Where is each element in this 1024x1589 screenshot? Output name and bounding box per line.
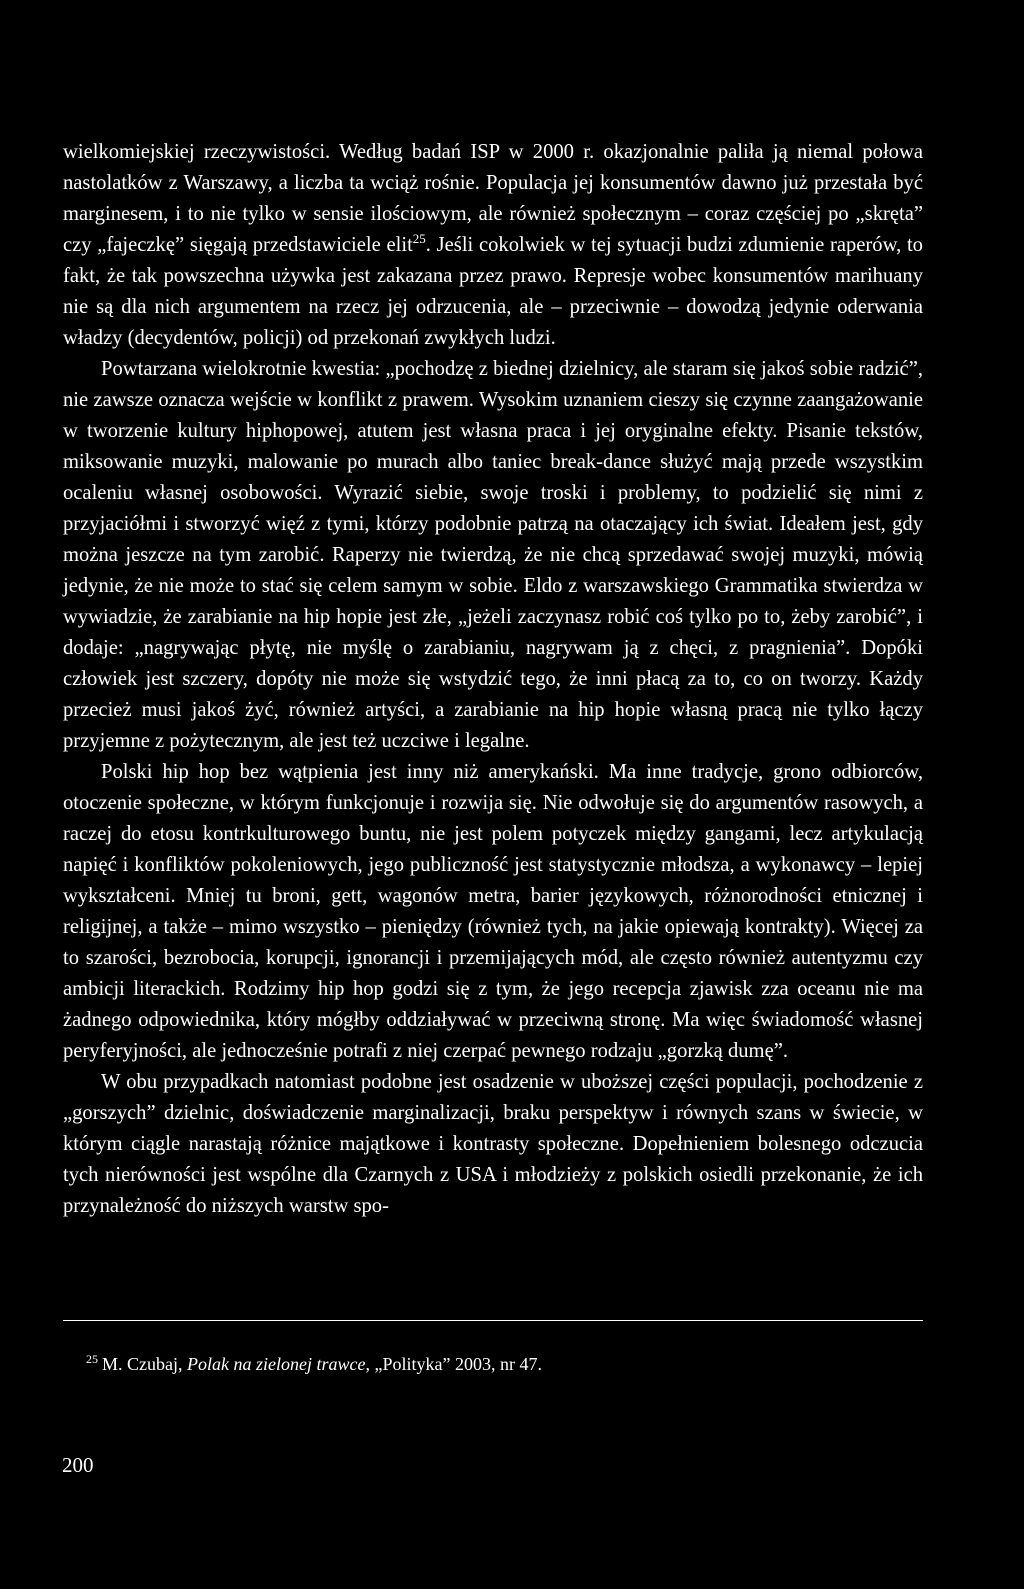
paragraph-1 xyxy=(63,137,923,354)
footnote-title: Polak na zielonej trawce xyxy=(187,1354,366,1374)
paragraph-2: Powtarzana wielokrotnie kwestia: „pochodzę z biednej dzielnicy, ale staram się jakoś sobie radzić”, nie zawsze oznacza wejście w konflikt z prawem. Wysokim uznaniem cieszy się czynne zaangażowanie w tworzenie kultury hiphopowej, atutem jest własna praca i jej oryginalne efekty. Pisanie tekstów, miksowanie muzyki, malowanie po murach albo taniec break-dance służyć mają przede wszystkim ocaleniu własnej osobowości. Wyrazić siebie, swoje troski i problemy, to podzielić się nimi z przyjaciółmi i stworzyć więź z tymi, którzy podobnie patrzą na otaczający ich świat. Ideałem jest, gdy można jeszcze na tym zarobić. Raperzy nie twierdzą, że nie chcą sprzedawać swojej muzyki, mówią jedynie, że nie może to stać się celem samym w sobie. Eldo z warszawskiego Grammatika stwierdza w wywiadzie, że zarabianie na hip hopie jest złe, „jeżeli zaczynasz robić coś tylko po to, żeby zarobić”, i dodaje: „nagrywając płytę, nie myślę o zarabianiu, nagrywam ją z chęci, z pragnienia”. Dopóki człowiek jest szczery, dopóty nie może się wstydzić tego, że inni płacą za to, co on tworzy. Każdy przecież musi jakoś żyć, również artyści, a zarabianie na hip hopie własną pracą nie tylko łączy przyjemne z pożytecznym, ale jest też uczciwe i legalne. xyxy=(63,358,923,752)
paragraph-4: W obu przypadkach natomiast podobne jest osadzenie w uboższej części populacji, pochodzenie z „gorszych” dzielnic, doświadczenie marginalizacji, braku perspektyw i równych szans w świecie, w którym ciągle narastają różnice majątkowe i kontrasty społeczne. Dopełnieniem bolesnego odczucia tych nierówności jest wspólne dla Czarnych z USA i młodzieży z polskich osiedli przekonanie, że ich przynależność do niższych warstw spo- xyxy=(63,1071,923,1217)
footnote xyxy=(86,1352,906,1376)
body-text xyxy=(63,137,923,1222)
footnote-reference[interactable]: 25 xyxy=(412,231,426,247)
footnote-rest: , „Polityka” 2003, nr 47. xyxy=(365,1354,542,1374)
footnote-number: 25 xyxy=(86,1352,98,1366)
footnote-author: M. Czubaj, xyxy=(102,1354,187,1374)
paragraph-3: Polski hip hop bez wątpienia jest inny niż amerykański. Ma inne tradycje, grono odbiorców, otoczenie społeczne, w którym funkcjonuje i rozwija się. Nie odwołuje się do argumentów rasowych, a raczej do etosu kontrkulturowego buntu, nie jest polem potyczek między gangami, lecz artykulacją napięć i konfliktów pokoleniowych, jego publiczność jest statystycznie młodsza, a wykonawcy – lepiej wykształceni. Mniej tu broni, gett, wagonów metra, barier językowych, różnorodności etnicznej i religijnej, a także – mimo wszystko – pieniędzy (również tych, na jakie opiewają kontrakty). Więcej za to szarości, bezrobocia, korupcji, ignorancji i przemijających mód, ale często również autentyzmu czy ambicji literackich. Rodzimy hip hop godzi się z tym, że jego recepcja zjawisk zza oceanu nie ma żadnego odpowiednika, który mógłby oddziaływać w przeciwną stronę. Ma więc świadomość własnej peryferyjności, ale jednocześnie potrafi z niej czerpać pewnego rodzaju „gorzką dumę”. xyxy=(63,761,923,1062)
page-number: 200 xyxy=(62,1453,94,1477)
paragraph-1-text-b: . Jeśli cokolwiek w tej sytuacji budzi zdumienie raperów, to fakt, że tak powszechna używka jest zakazana przez prawo. Represje wobec konsumentów marihuany nie są dla nich argumentem na rzecz jej odrzucenia, ale – przeciwnie – dowodzą jedynie oderwania władzy (decydentów, policji) od przekonań zwykłych ludzi. xyxy=(63,234,923,349)
paragraph-1-text-a: wielkomiejskiej rzeczywistości. Według badań ISP w 2000 r. okazjonalnie paliła ją niemal połowa nastolatków z Warszawy, a liczba ta wciąż rośnie. Populacja jej konsumentów dawno już przestała być marginesem, i to nie tylko w sensie ilościowym, ale również społecznym – coraz częściej po „skręta” czy „fajeczkę” sięgają przedstawiciele elit xyxy=(63,141,923,256)
footnote-divider xyxy=(63,1320,923,1321)
